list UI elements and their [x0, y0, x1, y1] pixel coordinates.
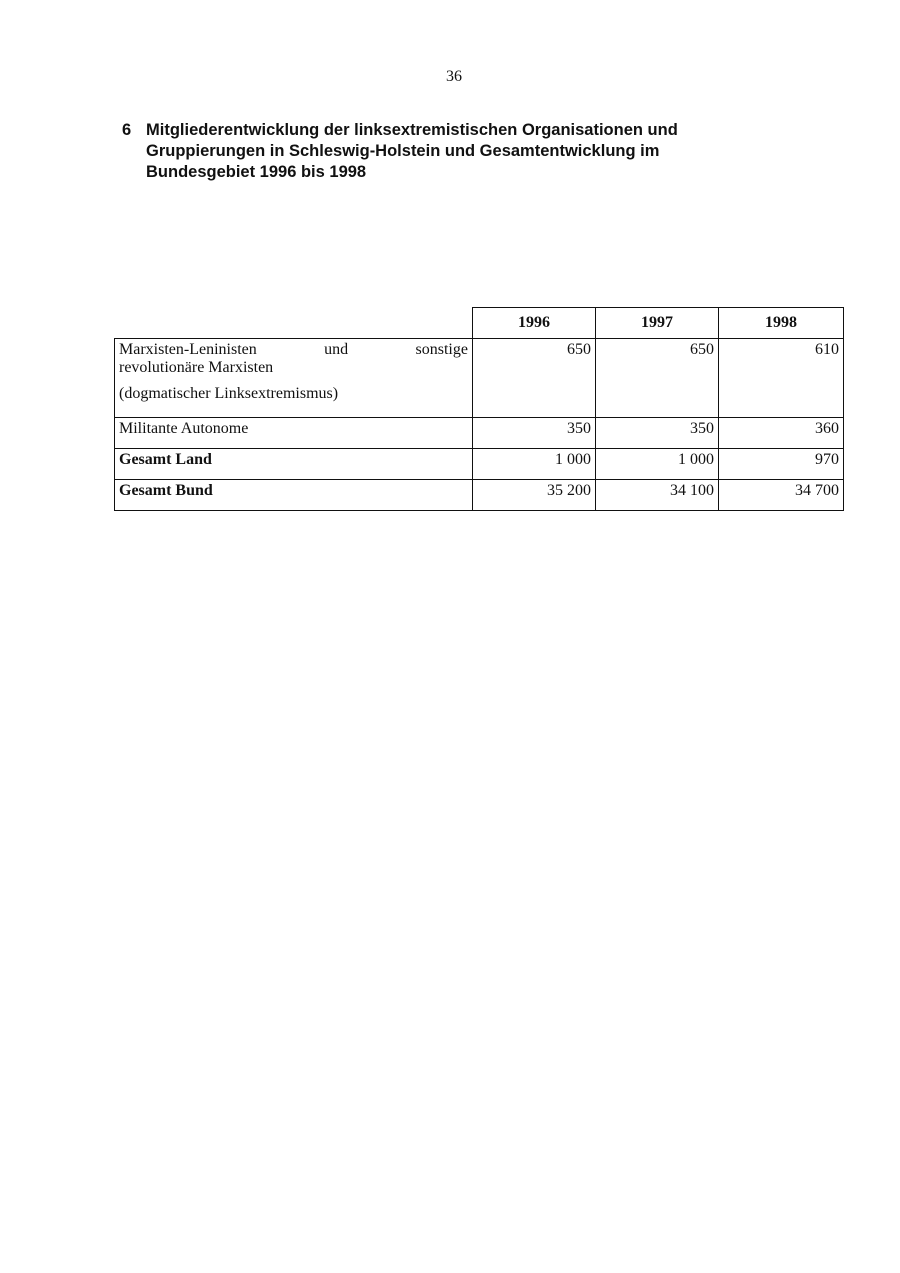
cell-1997: 350 — [596, 418, 719, 449]
column-header-1997: 1997 — [596, 308, 719, 339]
cell-1998: 360 — [719, 418, 844, 449]
cell-1998: 610 — [719, 339, 844, 418]
cell-1998: 970 — [719, 449, 844, 480]
table-header-row — [115, 308, 844, 339]
page-number: 36 — [446, 68, 462, 85]
cell-1997: 650 — [596, 339, 719, 418]
cell-1997: 34 100 — [596, 480, 719, 511]
cell-1996: 1 000 — [473, 449, 596, 480]
section-heading — [122, 120, 762, 183]
cell-1996: 35 200 — [473, 480, 596, 511]
table-row-gesamt-bund — [115, 480, 844, 511]
cell-1997: 1 000 — [596, 449, 719, 480]
row-label: Gesamt Bund — [115, 480, 473, 511]
section-number: 6 — [122, 121, 132, 139]
table-row-marxisten — [115, 339, 844, 418]
section-title: Mitgliederentwicklung der linksextremistischen Organisationen und Gruppierungen in Schleswig-Holstein und Gesamtentwicklung im Bundesgebiet 1996 bis 1998 — [146, 121, 678, 181]
cell-1998: 34 700 — [719, 480, 844, 511]
membership-table — [114, 307, 844, 511]
row-label-word: Marxisten-Leninisten — [119, 341, 257, 358]
row-label-word: sonstige — [415, 341, 468, 358]
column-header-1998: 1998 — [719, 308, 844, 339]
row-label-line: revolutionäre Marxisten — [119, 359, 274, 376]
row-label: Militante Autonome — [115, 418, 473, 449]
row-label-line: (dogmatischer Linksextremismus) — [119, 385, 339, 402]
row-label-word: und — [324, 341, 349, 358]
column-header-1996: 1996 — [473, 308, 596, 339]
row-label — [115, 339, 473, 418]
table-row-autonome — [115, 418, 844, 449]
cell-1996: 350 — [473, 418, 596, 449]
table-row-gesamt-land — [115, 449, 844, 480]
row-label: Gesamt Land — [115, 449, 473, 480]
cell-1996: 650 — [473, 339, 596, 418]
table-header-blank — [115, 308, 473, 339]
